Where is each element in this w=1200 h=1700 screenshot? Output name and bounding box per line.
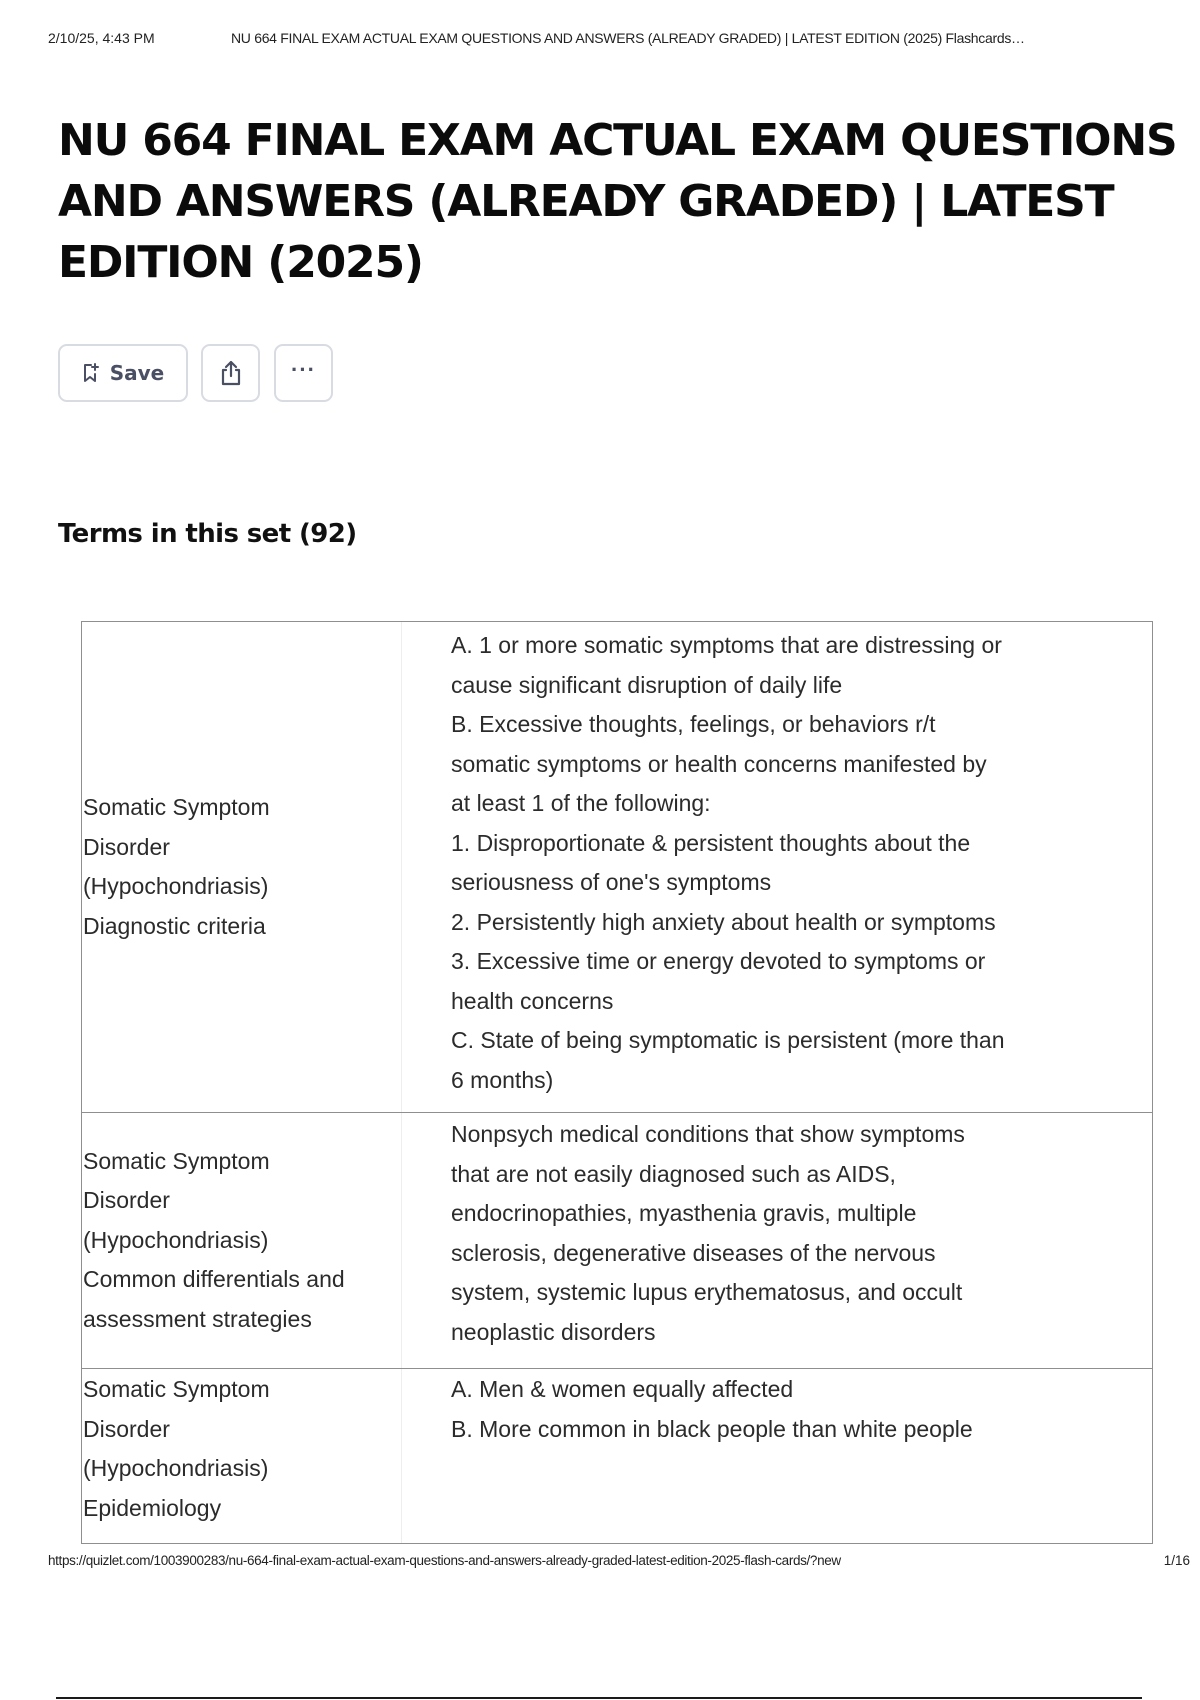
page-title: NU 664 FINAL EXAM ACTUAL EXAM QUESTIONS AND ANSWERS (ALREADY GRADED) | LATEST EDITION (2025) [58,115,1177,288]
bookmark-plus-icon [82,363,100,383]
definition-line: neoplastic disorders [451,1318,656,1345]
definition-line: 6 months) [451,1066,554,1093]
definition-line: 2. Persistently high anxiety about health or symptoms [451,908,996,935]
term-row [82,622,1152,1112]
definition-line: health concerns [451,987,614,1014]
definition-line: C. State of being symptomatic is persistent (more than [451,1027,1005,1053]
definition-line: 1. Disproportionate & persistent thoughts about the [451,829,971,856]
definition-line: A. 1 or more somatic symptoms that are distressing or [451,632,1002,658]
definition-line: sclerosis, degenerative diseases of the nervous [451,1239,936,1266]
definition-line: endocrinopathies, myasthenia gravis, multiple [451,1200,917,1226]
page-divider [56,1697,1142,1699]
term-line: Common differentials and [83,1266,345,1293]
share-icon [218,359,244,387]
definition-line: 3. Excessive time or energy devoted to symptoms or [451,948,986,974]
terms-table [81,621,1153,1544]
term-text [82,1370,270,1528]
print-document-title: NU 664 FINAL EXAM ACTUAL EXAM QUESTIONS AND ANSWERS (ALREADY GRADED) | LATEST EDITION (2025) Flashcards… [231,30,1025,46]
term-line: (Hypochondriasis) [83,1226,269,1253]
term-cell [82,1113,402,1368]
definition-cell [402,1113,1152,1368]
definition-line: Nonpsych medical conditions that show symptoms [451,1121,965,1147]
print-url: https://quizlet.com/1003900283/nu-664-final-exam-actual-exam-questions-and-answers-already-graded-latest-edition-2025-flash-cards/?new [48,1553,841,1568]
share-button[interactable] [201,344,260,402]
print-footer [48,1553,1190,1573]
definition-line: B. Excessive thoughts, feelings, or behaviors r/t [451,711,936,737]
term-line: Somatic Symptom [83,794,270,820]
print-datetime: 2/10/25, 4:43 PM [48,30,155,46]
print-page-number: 1/16 [1163,1553,1190,1568]
term-line: Epidemiology [83,1494,222,1521]
more-options-button[interactable] [274,344,333,402]
term-row [82,1112,1152,1368]
definition-line: at least 1 of the following: [451,790,711,816]
definition-line: seriousness of one's symptoms [451,869,772,895]
term-line: (Hypochondriasis) [83,873,269,899]
term-cell [82,622,402,1112]
term-text [82,1142,345,1340]
term-line: Disorder [83,1415,170,1442]
save-button-label: Save [109,361,165,385]
term-line: Diagnostic criteria [83,912,266,939]
term-text [82,788,270,946]
save-button[interactable] [58,344,188,402]
term-line: (Hypochondriasis) [83,1455,269,1481]
definition-cell [402,1369,1152,1543]
definition-line: system, systemic lupus erythematosus, and occult [451,1279,963,1305]
definition-line: that are not easily diagnosed such as AIDS, [451,1160,896,1187]
print-header [48,30,1178,50]
more-options-icon: ··· [291,357,316,382]
definition-line: A. Men & women equally affected [451,1376,794,1402]
term-line: Disorder [83,1187,170,1214]
definition-line: B. More common in black people than white people [451,1415,973,1442]
definition-line: cause significant disruption of daily life [451,671,843,698]
term-line: Disorder [83,833,170,860]
terms-heading: Terms in this set (92) [58,519,357,549]
term-line: Somatic Symptom [83,1376,270,1402]
definition-cell [402,622,1152,1112]
term-line: Somatic Symptom [83,1147,270,1174]
term-line: assessment strategies [83,1305,312,1332]
term-cell [82,1369,402,1543]
term-row [82,1368,1152,1543]
definition-line: somatic symptoms or health concerns manifested by [451,750,987,777]
